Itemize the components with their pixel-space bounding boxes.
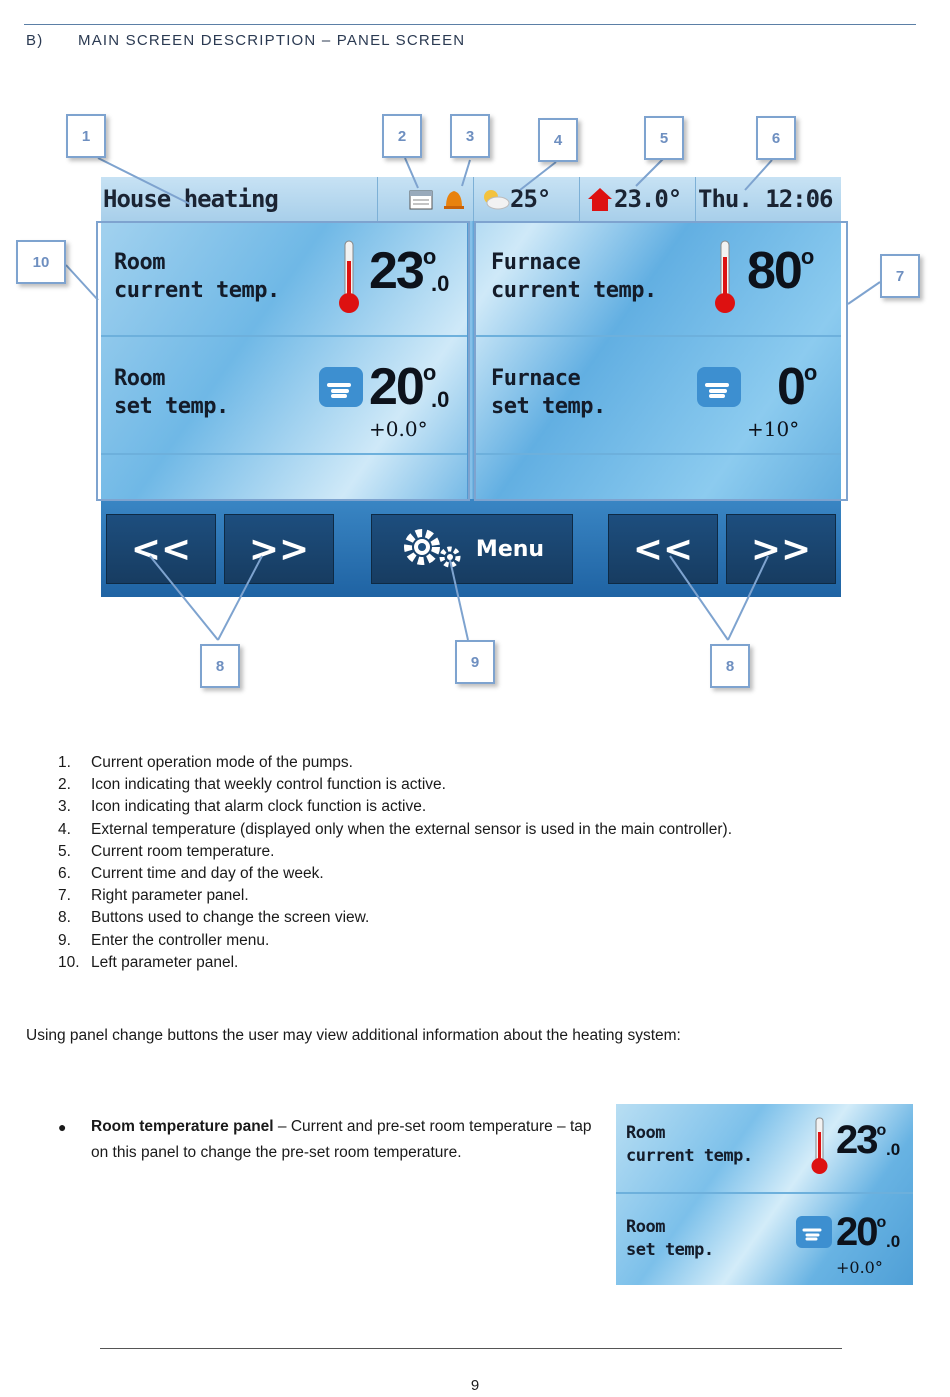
callout-6: 6: [756, 116, 796, 160]
room-temp-value: 23.0°: [614, 185, 682, 213]
external-temp-value: 25°: [510, 185, 551, 213]
callout-1: 1: [66, 114, 106, 158]
callout-10: 10: [16, 240, 66, 284]
callout-4: 4: [538, 118, 578, 162]
footer-rule: [100, 1348, 842, 1349]
furnace-current-label: Furnace current temp.: [491, 250, 657, 303]
room-set-value[interactable]: 20$^o$: [369, 358, 437, 416]
list-item: 10. Left parameter panel.: [58, 953, 239, 971]
room-current-decimal: .0: [431, 271, 450, 296]
room-set-decimal: .0: [431, 387, 450, 412]
bullet-icon: ●: [58, 1119, 67, 1135]
callout-3: 3: [450, 114, 490, 158]
prev-view-button-left[interactable]: <<: [106, 514, 216, 584]
mini-current-label: Room current temp.: [626, 1123, 753, 1166]
list-item: 7. Right parameter panel.: [58, 887, 249, 905]
list-item: 3. Icon indicating that alarm clock function is active.: [58, 798, 427, 816]
list-item: 5. Current room temperature.: [58, 842, 275, 860]
furnace-set-label: Furnace set temp.: [491, 366, 606, 419]
callout-9: 9: [455, 640, 495, 684]
room-temperature-panel-image: [616, 1104, 913, 1285]
next-view-button-left[interactable]: >>: [224, 514, 334, 584]
callout-8-right: 8: [710, 644, 750, 688]
mini-set-offset: +0.0°: [836, 1258, 883, 1277]
furnace-current-value: 80$^o$: [747, 242, 815, 300]
callout-5: 5: [644, 116, 684, 160]
list-item: 1. Current operation mode of the pumps.: [58, 754, 353, 771]
furnace-set-offset: +10°: [747, 417, 800, 441]
bullet-text: – Current and pre-set room temperature – tap on this panel to change the pre-set room temperature.: [91, 1118, 592, 1161]
page-number: 9: [470, 1377, 480, 1394]
section-number: B): [26, 32, 44, 49]
bullet-title: Room temperature panel: [91, 1118, 274, 1135]
room-current-value: 23$^o$: [369, 242, 437, 300]
room-set-label: Room set temp.: [114, 366, 229, 419]
mini-current-decimal: .0: [886, 1140, 901, 1159]
list-item: 4. External temperature (displayed only when the external sensor is used in the main controller).: [58, 820, 732, 838]
thermometer-icon: [810, 1116, 830, 1176]
date-time: Thu. 12:06: [695, 177, 841, 221]
room-current-label: Room current temp.: [114, 250, 280, 303]
menu-label: Menu: [475, 536, 545, 562]
operation-mode: House heating: [103, 185, 278, 213]
prev-view-button-right[interactable]: <<: [608, 514, 718, 584]
room-set-offset: +0.0°: [369, 417, 428, 441]
list-item: 2. Icon indicating that weekly control function is active.: [58, 776, 446, 794]
list-item: 9. Enter the controller menu.: [58, 931, 270, 949]
list-item: 6. Current time and day of the week.: [58, 865, 324, 883]
bullet-room-temperature-panel: [58, 1114, 608, 1166]
mini-current-value: 23$^o$: [836, 1118, 887, 1162]
callout-legend-list: [58, 752, 732, 974]
section-title: MAIN SCREEN DESCRIPTION – PANEL SCREEN: [78, 32, 466, 49]
callout-2: 2: [382, 114, 422, 158]
callout-8-left: 8: [200, 644, 240, 688]
callout-7: 7: [880, 254, 920, 298]
mini-set-label: Room set temp.: [626, 1217, 714, 1260]
mini-set-value: 20$^o$: [836, 1210, 887, 1254]
next-view-button-right[interactable]: >>: [726, 514, 836, 584]
hand-pointer-icon: [796, 1216, 832, 1248]
mini-set-decimal: .0: [886, 1232, 901, 1251]
furnace-set-value[interactable]: 0$^o$: [777, 358, 818, 416]
intro-paragraph: Using panel change buttons the user may view additional information about the heating system:: [26, 1027, 681, 1044]
list-item: 8. Buttons used to change the screen view.: [58, 909, 370, 927]
row-divider: [616, 1192, 913, 1194]
